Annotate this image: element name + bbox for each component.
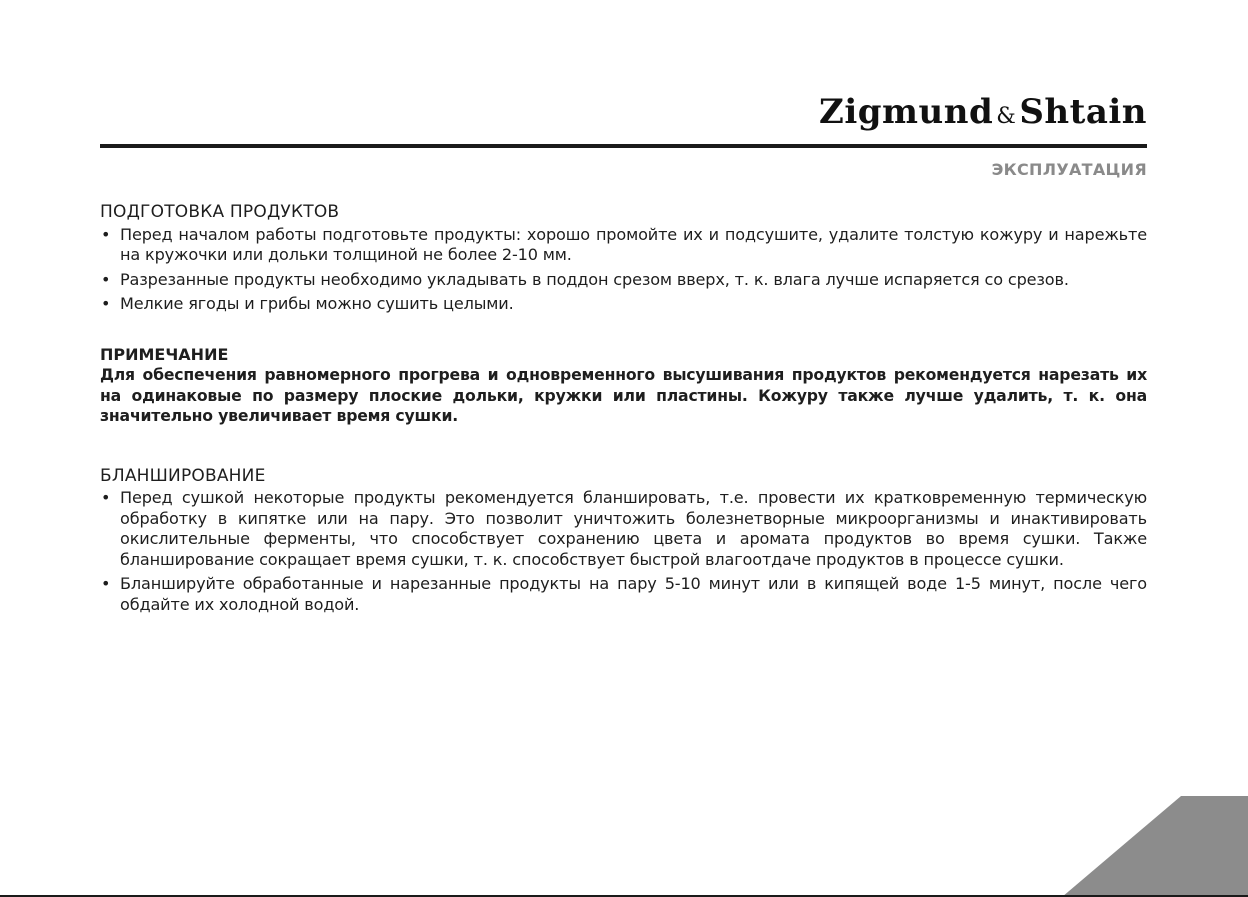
blanching-list: [100, 488, 1147, 615]
brand-logo: [819, 92, 1147, 132]
brand-logo-part2: Shtain: [1019, 92, 1147, 132]
preparation-list: [100, 225, 1147, 315]
list-item: • Перед сушкой некоторые продукты рекомендуется бланшировать, т.е. провести их кратковременную термическую обработку в кипятке или на пару. Это позволит уничтожить болезнетворные микроорганизмы и инактивировать окислительные ферменты, что способствует сохранению цвета и аромата продуктов во время сушки. Также бланширование сокращает время сушки, т. к. способствует быстрой влагоотдаче продуктов в процессе сушки.: [100, 488, 1147, 570]
section-label: ЭКСПЛУАТАЦИЯ: [991, 160, 1147, 179]
preparation-heading: ПОДГОТОВКА ПРОДУКТОВ: [100, 202, 340, 222]
blanching-section: [100, 466, 1147, 616]
list-item: • Перед началом работы подготовьте продукты: хорошо промойте их и подсушите, удалите толстую кожуру и нарежьте на кружочки или дольки толщиной не более 2-10 мм.: [100, 225, 1147, 266]
list-item: • Мелкие ягоды и грибы можно сушить целыми.: [100, 294, 1147, 315]
header-divider: [100, 144, 1147, 148]
blanching-heading: БЛАНШИРОВАНИЕ: [100, 465, 266, 486]
note-block: [100, 345, 1147, 427]
brand-logo-part1: Zigmund: [819, 92, 994, 132]
note-heading: ПРИМЕЧАНИЕ: [100, 344, 229, 364]
list-item: • Бланшируйте обработанные и нарезанные продукты на пару 5-10 минут или в кипящей воде 1-5 минут, после чего обдайте их холодной водой.: [100, 574, 1147, 615]
note-text: Для обеспечения равномерного прогрева и одновременного высушивания продуктов рекомендуется нарезать их на одинаковые по размеру плоские дольки, кружки или пластины. Кожуру также лучше удалить, т. к. она значительно увеличивает время сушки.: [100, 365, 1147, 425]
page-corner-tab: [1062, 796, 1248, 897]
list-item: • Разрезанные продукты необходимо укладывать в поддон срезом вверх, т. к. влага лучше испаряется со срезов.: [100, 270, 1147, 291]
page-content: [100, 202, 1147, 619]
brand-logo-ampersand: &: [996, 104, 1017, 129]
preparation-section: [100, 202, 1147, 315]
